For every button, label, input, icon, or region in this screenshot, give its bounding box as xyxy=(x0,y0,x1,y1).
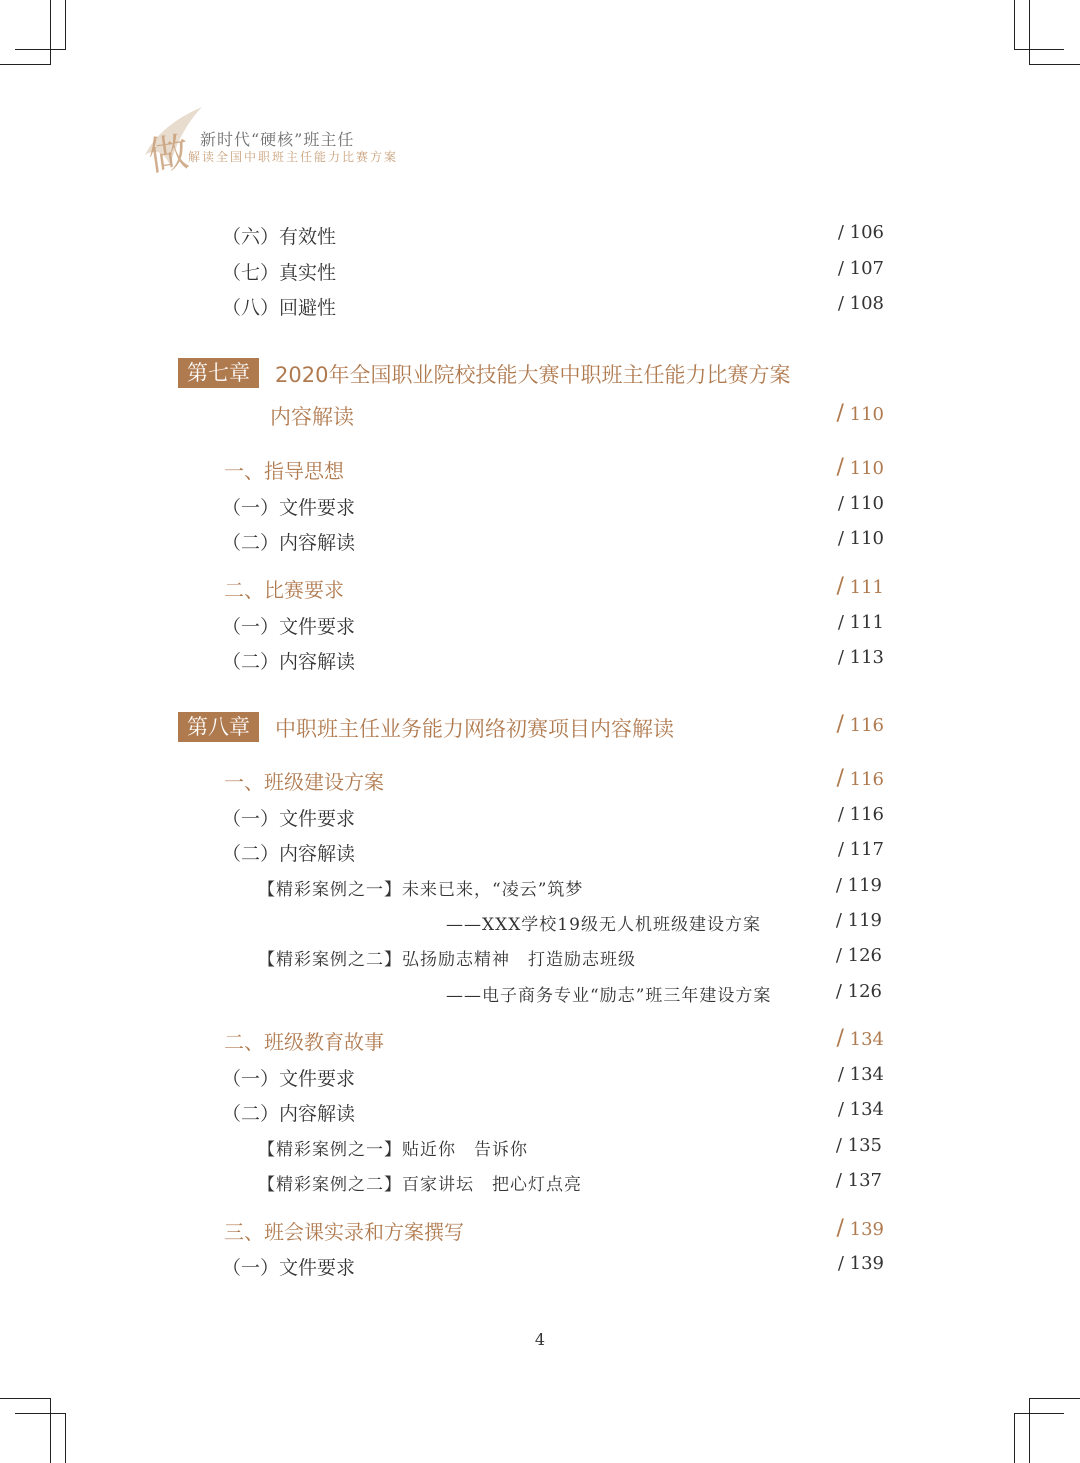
toc-entry-page: / 107 xyxy=(837,258,884,279)
toc-entry[interactable] xyxy=(0,1099,1080,1129)
chapter-title-cont: 内容解读 xyxy=(270,405,354,429)
section-label: 一、班级建设方案 xyxy=(224,770,384,794)
toc-entry[interactable] xyxy=(0,293,1080,323)
section-page: / 139 xyxy=(836,1216,884,1241)
toc-case[interactable] xyxy=(0,875,1080,905)
chapter-badge: 第七章 xyxy=(178,358,259,388)
toc-section[interactable] xyxy=(0,1026,1080,1056)
chapter-title: 中职班主任业务能力网络初赛项目内容解读 xyxy=(275,717,674,741)
crop-mark-top-left-h2 xyxy=(0,64,50,65)
toc-entry[interactable] xyxy=(0,839,1080,869)
toc-section[interactable] xyxy=(0,574,1080,604)
toc-entry-label: （六）有效性 xyxy=(222,226,337,248)
chapter-badge: 第八章 xyxy=(178,712,259,742)
header-subtitle: 解读全国中职班主任能力比赛方案 xyxy=(188,150,399,164)
toc-section[interactable] xyxy=(0,455,1080,485)
crop-mark-bottom-left-v2 xyxy=(50,1398,51,1463)
header-logo-char: 做 xyxy=(145,129,192,181)
chapter-page: / 116 xyxy=(836,712,884,737)
toc-entry[interactable] xyxy=(0,222,1080,252)
toc-entry-label: （二）内容解读 xyxy=(222,1103,356,1125)
case-page: / 137 xyxy=(835,1170,882,1191)
toc-entry-page: / 134 xyxy=(837,1064,884,1085)
toc-entry-label: （一）文件要求 xyxy=(222,616,356,638)
toc-entry-page: / 113 xyxy=(837,647,884,668)
crop-mark-top-right-h xyxy=(1014,49,1064,50)
crop-mark-bottom-left-v xyxy=(65,1413,66,1463)
crop-mark-bottom-right-v2 xyxy=(1029,1398,1030,1463)
case-subtitle-label: ——XXX学校19级无人机班级建设方案 xyxy=(446,915,761,935)
case-page: / 135 xyxy=(835,1135,882,1156)
page-number: 4 xyxy=(534,1330,546,1349)
toc-case[interactable] xyxy=(0,1170,1080,1200)
crop-mark-bottom-right-h xyxy=(1014,1413,1064,1414)
section-page: / 116 xyxy=(836,766,884,791)
section-label: 二、班级教育故事 xyxy=(224,1030,384,1054)
header-title: 新时代“硬核”班主任 xyxy=(200,130,355,149)
chapter-7-heading-cont[interactable] xyxy=(0,401,1080,431)
running-header xyxy=(140,105,460,181)
toc-entry[interactable] xyxy=(0,493,1080,523)
crop-mark-top-left-v2 xyxy=(50,0,51,65)
toc-case[interactable] xyxy=(0,945,1080,975)
crop-mark-bottom-right-h2 xyxy=(1029,1398,1080,1399)
toc-entry[interactable] xyxy=(0,804,1080,834)
crop-mark-top-right-v xyxy=(1014,0,1015,50)
section-label: 一、指导思想 xyxy=(224,459,344,483)
toc-entry-label: （二）内容解读 xyxy=(222,532,356,554)
toc-entry-page: / 106 xyxy=(837,222,884,243)
chapter-7-heading[interactable] xyxy=(0,358,1080,388)
section-label: 三、班会课实录和方案撰写 xyxy=(224,1220,464,1244)
toc-entry-page: / 108 xyxy=(837,293,884,314)
case-label: 【精彩案例之一】贴近你 告诉你 xyxy=(258,1140,528,1160)
toc-entry-label: （八）回避性 xyxy=(222,297,337,319)
toc-entry-page: / 139 xyxy=(837,1253,884,1274)
chapter-title: 2020年全国职业院校技能大赛中职班主任能力比赛方案 xyxy=(275,363,791,387)
case-page: / 119 xyxy=(835,875,882,896)
crop-mark-top-left-h xyxy=(15,49,65,50)
toc-entry[interactable] xyxy=(0,647,1080,677)
crop-mark-top-left-v xyxy=(65,0,66,50)
crop-mark-bottom-right-v xyxy=(1014,1413,1015,1463)
toc-entry-page: / 111 xyxy=(837,612,884,633)
section-page: / 134 xyxy=(836,1026,884,1051)
case-label: 【精彩案例之一】未来已来，“凌云”筑梦 xyxy=(258,880,584,900)
toc-entry-label: （一）文件要求 xyxy=(222,808,356,830)
crop-mark-bottom-left-h xyxy=(15,1413,65,1414)
toc-entry-label: （一）文件要求 xyxy=(222,497,356,519)
toc-entry[interactable] xyxy=(0,528,1080,558)
section-label: 二、比赛要求 xyxy=(224,578,344,602)
toc-entry-page: / 110 xyxy=(837,493,884,514)
toc-case-subtitle[interactable] xyxy=(0,910,1080,940)
toc-entry[interactable] xyxy=(0,612,1080,642)
chapter-8-heading[interactable] xyxy=(0,712,1080,742)
case-label: 【精彩案例之二】百家讲坛 把心灯点亮 xyxy=(258,1175,582,1195)
crop-mark-top-right-v2 xyxy=(1029,0,1030,65)
crop-mark-top-right-h2 xyxy=(1029,64,1080,65)
case-label: 【精彩案例之二】弘扬励志精神 打造励志班级 xyxy=(258,950,636,970)
case-page: / 119 xyxy=(835,910,882,931)
toc-case[interactable] xyxy=(0,1135,1080,1165)
toc-entry-label: （一）文件要求 xyxy=(222,1257,356,1279)
chapter-page: / 110 xyxy=(836,401,884,426)
section-page: / 111 xyxy=(836,574,884,599)
toc-entry-page: / 117 xyxy=(837,839,884,860)
toc-entry-page: / 116 xyxy=(837,804,884,825)
case-subtitle-label: ——电子商务专业“励志”班三年建设方案 xyxy=(446,986,772,1006)
case-page: / 126 xyxy=(835,981,882,1002)
toc-entry-page: / 134 xyxy=(837,1099,884,1120)
toc-entry-label: （二）内容解读 xyxy=(222,843,356,865)
case-page: / 126 xyxy=(835,945,882,966)
crop-mark-bottom-left-h2 xyxy=(0,1398,50,1399)
toc-entry[interactable] xyxy=(0,1064,1080,1094)
toc-section[interactable] xyxy=(0,1216,1080,1246)
toc-entry[interactable] xyxy=(0,258,1080,288)
toc-entry-label: （七）真实性 xyxy=(222,262,337,284)
toc-entry[interactable] xyxy=(0,1253,1080,1283)
toc-entry-label: （二）内容解读 xyxy=(222,651,356,673)
toc-entry-label: （一）文件要求 xyxy=(222,1068,356,1090)
toc-case-subtitle[interactable] xyxy=(0,981,1080,1011)
toc-section[interactable] xyxy=(0,766,1080,796)
toc-entry-page: / 110 xyxy=(837,528,884,549)
section-page: / 110 xyxy=(836,455,884,480)
